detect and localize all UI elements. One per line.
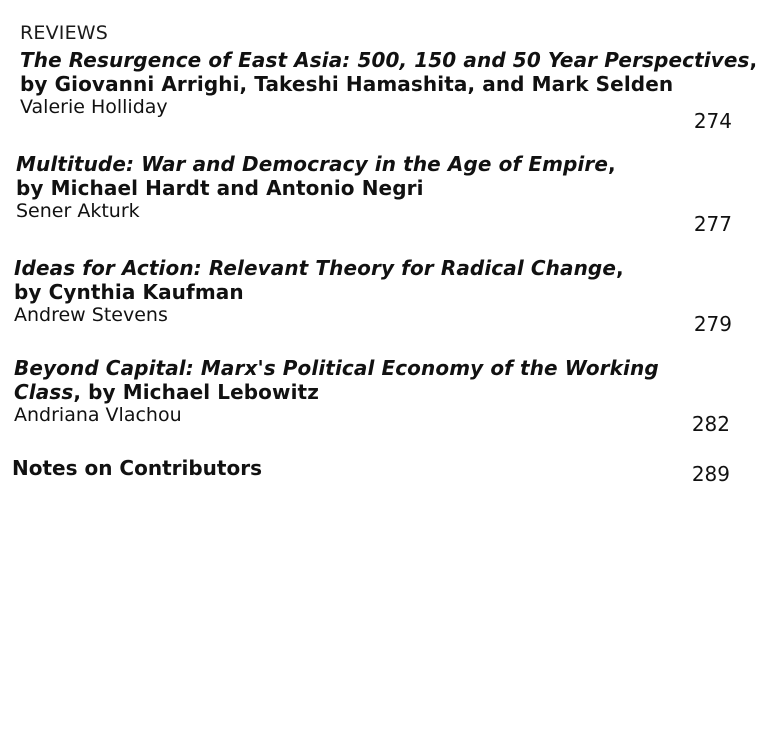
review-title-part2: Class <box>14 380 74 404</box>
notes-entry <box>12 456 730 486</box>
review-title-line <box>14 356 730 380</box>
reviewer-name: Sener Akturk <box>16 200 140 222</box>
reviewer-name: Valerie Holliday <box>20 96 168 118</box>
review-title-line <box>14 380 730 404</box>
review-title-line <box>14 256 732 280</box>
review-entry <box>16 152 732 236</box>
page-number: 282 <box>691 412 730 436</box>
reviewer-name: Andriana Vlachou <box>14 404 182 426</box>
review-entry <box>14 256 732 336</box>
section-heading-reviews: REVIEWS <box>20 22 109 44</box>
review-authors: by Cynthia Kaufman <box>14 280 244 304</box>
page-number: 289 <box>691 462 730 486</box>
review-entry <box>14 356 730 436</box>
review-title-line <box>20 48 757 72</box>
review-authors: by Michael Hardt and Antonio Negri <box>16 176 424 200</box>
title-comma: , <box>608 152 616 176</box>
review-authors: , by Michael Lebowitz <box>73 380 319 404</box>
title-comma: , <box>749 48 757 72</box>
review-title-part1: Beyond Capital: Marx's Political Economy of the Working <box>14 356 659 380</box>
review-title: Ideas for Action: Relevant Theory for Radical Change <box>14 256 616 280</box>
review-authors: by Giovanni Arrighi, Takeshi Hamashita, and Mark Selden <box>20 72 674 96</box>
page-number: 274 <box>693 109 732 133</box>
review-title: The Resurgence of East Asia: 500, 150 and 50 Year Perspectives <box>20 48 750 72</box>
title-comma: , <box>616 256 624 280</box>
page-number: 277 <box>693 212 732 236</box>
notes-label: Notes on Contributors <box>12 456 262 480</box>
review-entry <box>20 48 757 133</box>
review-title-line <box>16 152 732 176</box>
reviewer-name: Andrew Stevens <box>14 304 168 326</box>
review-title: Multitude: War and Democracy in the Age of Empire <box>16 152 609 176</box>
page-number: 279 <box>693 312 732 336</box>
